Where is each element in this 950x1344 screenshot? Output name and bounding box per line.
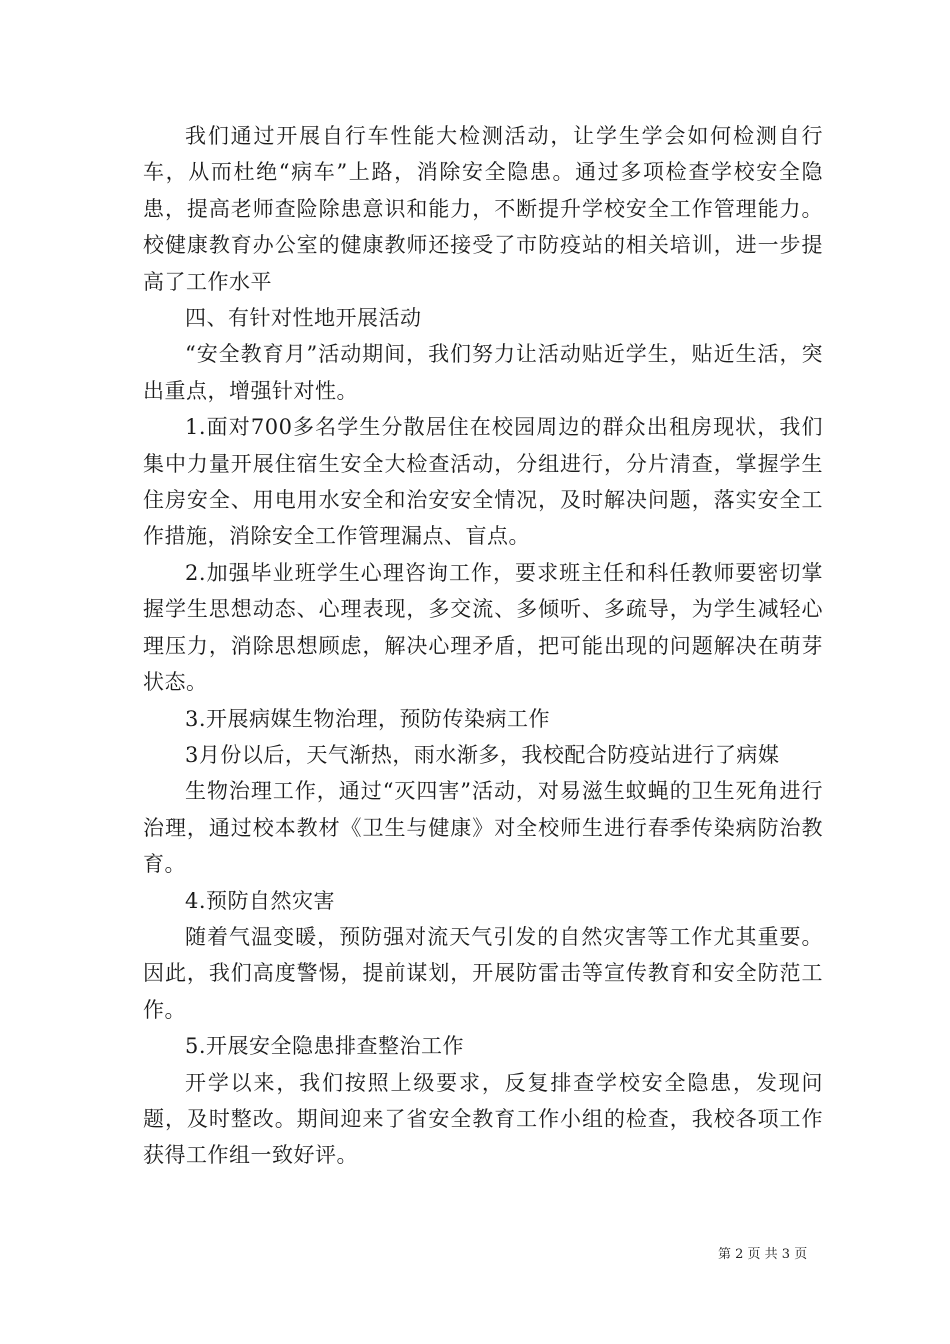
section-heading-targeted-activities: 四、有针对性地开展活动 <box>185 306 422 331</box>
paragraph-vector-control: 生物治理工作，通过“灭四害”活动，对易滋生蚊蝇的卫生死角进行治理，通过校本教材《卫生与健康》对全校师生进行春季传染病防治教育。 <box>143 779 823 877</box>
paragraph-natural-disaster: 随着气温变暖，预防强对流天气引发的自然灾害等工作尤其重要。因此，我们高度警惕，提前谋划，开展防雷击等宣传教育和安全防范工作。 <box>143 924 823 1022</box>
paragraph-item-5-heading: 5.开展安全隐患排查整治工作 <box>185 1034 465 1059</box>
paragraph-hazard-inspection: 开学以来，我们按照上级要求，反复排查学校安全隐患，发现问题，及时整改。期间迎来了省安全教育工作小组的检查，我校各项工作获得工作组一致好评。 <box>143 1070 823 1168</box>
paragraph-safety-month: “安全教育月”活动期间，我们努力让活动贴近学生，贴近生活，突出重点，增强针对性。 <box>143 342 823 403</box>
document-body <box>143 118 823 1174</box>
page-number-footer: 第 2 页 共 3 页 <box>718 1247 808 1262</box>
paragraph-item-2-counseling: 2.加强毕业班学生心理咨询工作，要求班主任和科任教师要密切掌握学生思想动态、心理表现，多交流、多倾听、多疏导，为学生减轻心理压力，消除思想顾虑，解决心理矛盾，把可能出现的问题解决在萌芽状态。 <box>143 560 823 695</box>
paragraph-march-weather: 3月份以后，天气渐热，雨水渐多，我校配合防疫站进行了病媒 <box>185 742 780 767</box>
paragraph-bicycle-inspection: 我们通过开展自行车性能大检测活动，让学生学会如何检测自行车，从而杜绝“病车”上路，消除安全隐患。通过多项检查学校安全隐患，提高老师查险除患意识和能力，不断提升学校安全工作管理能力。校健康教育办公室的健康教师还接受了市防疫站的相关培训，进一步提高了工作水平 <box>143 124 823 294</box>
paragraph-item-3-heading: 3.开展病媒生物治理，预防传染病工作 <box>185 706 551 731</box>
paragraph-item-1-housing-check: 1.面对700多名学生分散居住在校园周边的群众出租房现状，我们集中力量开展住宿生安全大检查活动，分组进行，分片清查，掌握学生住房安全、用电用水安全和治安安全情况，及时解决问题，落实安全工作措施，消除安全工作管理漏点、盲点。 <box>143 415 823 549</box>
paragraph-item-4-heading: 4.预防自然灾害 <box>185 888 336 913</box>
